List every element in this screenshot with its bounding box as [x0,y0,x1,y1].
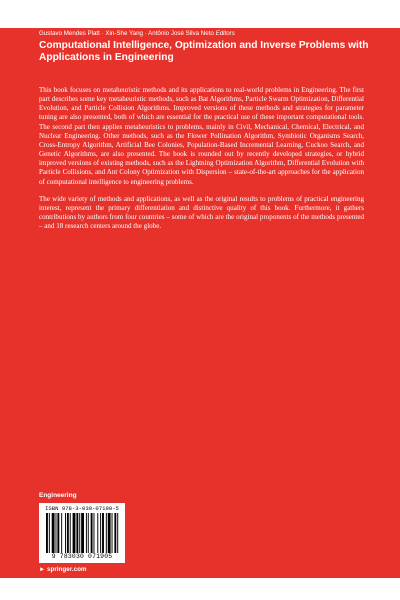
bottom-margin [0,578,400,600]
isbn-number: ISBN 978-3-030-07190-5 [45,505,119,512]
barcode-bar [114,513,116,553]
barcode-bar [108,513,111,553]
barcode-bar [46,513,48,553]
description-paragraph-2: The wide variety of methods and applications, as well as the original results to problems of practical engineering interest, represent the primary differentiation and distinctive quality of this book. Furthermore, it gathers contributions by authors from four countries – some of which are the original proponents of the methods presented – and 18 research centers around the globe. [39,194,364,231]
barcode-bar [102,513,104,553]
barcode-bar [117,513,118,553]
barcode-bar [97,513,98,553]
editors-role: Editors [215,30,235,37]
barcode-bar [73,513,76,553]
barcode-bar [81,513,84,553]
editors-line [39,30,369,37]
barcode-bar [57,513,59,553]
barcode-bar [91,513,93,553]
barcode-bar [94,513,95,553]
barcode-bar [76,513,78,553]
barcode-bar [106,513,107,553]
barcode-bar [70,513,71,553]
barcode-icon [44,513,120,553]
barcode-bar [100,513,101,553]
editor-names: Gustavo Mendes Platt · Xin-She Yang · Antônio José Silva Neto [39,30,214,37]
barcode-bar [49,513,50,553]
description-paragraph-1: This book focuses on metaheuristic methods and its applications to real-world problems in Engineering. The first part describes some key metaheuristic methods, such as Bat Algorithms, Particle Swarm Optimization, Differential Evolution, and Particle Collision Algorithms. Improved versions of these methods and strategies for parameter tuning are also presented, both of which are essential for the practical use of these important computational tools. The second part then applies metaheuristics to problems, mainly in Civil, Mechanical, Chemical, Electrical, and Nuclear Engineering. Other methods, such as the Flower Pollination Algorithm, Symbiotic Organisms Search, Cross-Entropy Algorithm, Artificial Bee Colonies, Population-Based Incremental Learning, Cuckoo Search, and Genetic Algorithms, are also presented. The book is rounded out by recently developed strategies, or hybrid improved versions of existing methods, such as the Lightning Optimization Algorithm, Differential Evolution with Particle Collisions, and Ant Colony Optimization with Dispersion – state-of-the-art approaches for the application of computational intelligence to engineering problems. [39,86,364,186]
barcode-bar [112,513,113,553]
book-description [39,86,364,239]
barcode-bar [56,513,57,553]
book-title: Computational Intelligence, Optimization and Inverse Problems with Applications in Engineering [39,40,369,64]
barcode-bar [86,513,87,553]
barcode-bar [61,513,62,553]
ean-number: 9 783030 071905 [51,553,113,560]
barcode-bar [65,513,66,553]
top-margin [0,0,400,28]
barcode-bar [67,513,69,553]
barcode-bar [88,513,89,553]
barcode-bar [52,513,55,553]
barcode-bar [79,513,80,553]
publisher-website: ► springer.com [39,566,87,573]
barcode-box [39,503,125,563]
subject-category: Engineering [39,492,77,499]
